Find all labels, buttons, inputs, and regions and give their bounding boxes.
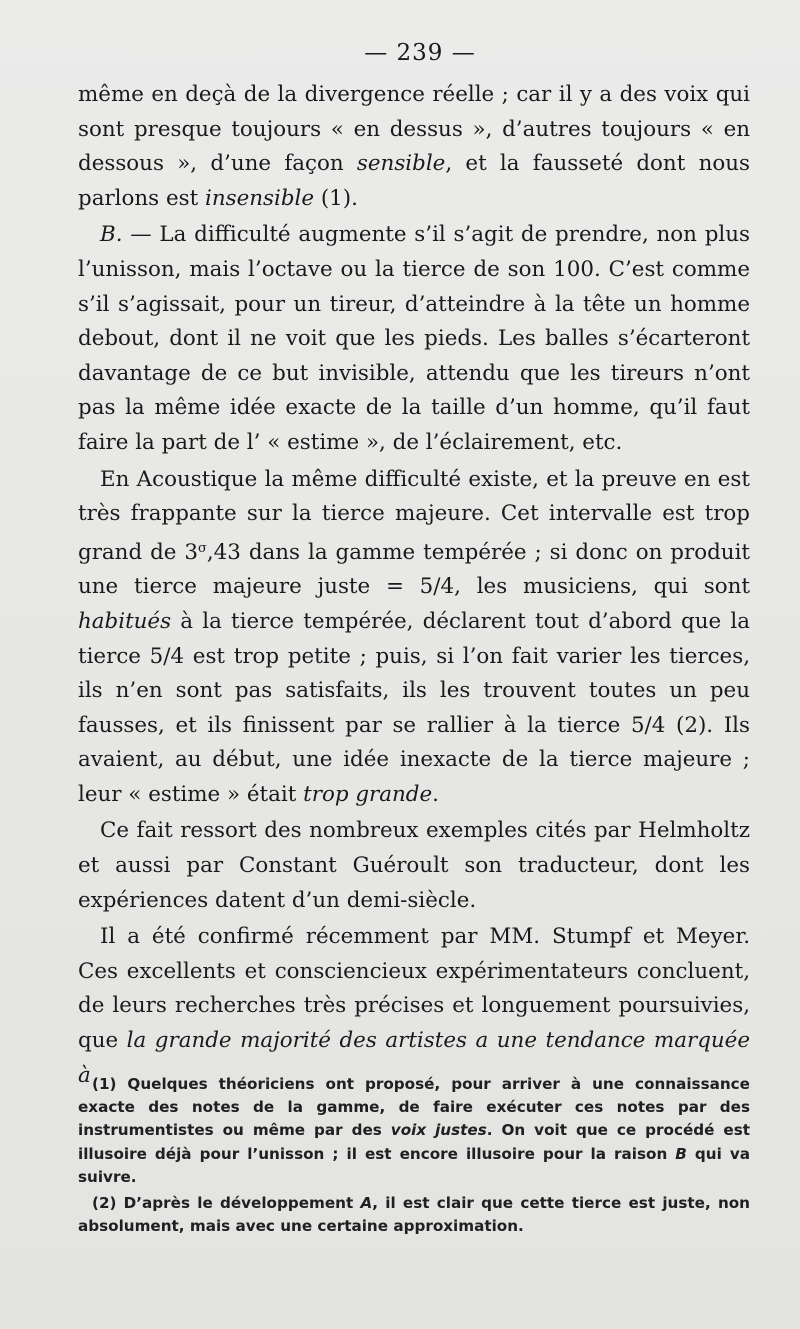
footnote-1-text: (1) Quelques théoriciens ont proposé, pour arriver à une connaissance exacte des notes de la gamme, de faire exécuter ces notes par des instrumentistes ou même par des [78,1075,750,1140]
paragraph-3 [78,463,750,813]
footnote-1-emphasis: voix justes [390,1121,487,1140]
page-number: — 239 — [364,40,476,66]
footnote-2-text: (2) D’après le développement [92,1194,361,1213]
footnote-2-ref-a: A [360,1194,373,1213]
emphasis-trop-grande: trop grande [303,781,433,807]
footnote-ref-1: (1). [314,185,358,211]
paragraph-2-text: — La difficulté augmente s’il s’agit de prendre, non plus l’unisson, mais l’octave ou la tierce de son 100. C’est comme s’il s’agissait, pour un tireur, d’atteindre à la tête un homme debout, dont il ne voit que les pieds. Les balles s’écarteront davantage de ce but invisible, attendu que les tireurs n’ont pas la même idée exacte de la taille d’un homme, qu’il faut faire la part de l’ « estime », de l’éclairement, etc. [78,222,750,455]
paragraph-1-text-2: , et la fausseté dont nous parlons est [78,151,750,211]
paragraph-2 [78,218,750,460]
footnote-1 [78,1073,750,1189]
superscript-sigma: σ [198,540,207,556]
paragraph-3-text: En Acoustique la même difficulté existe, et la preuve en est très frappante sur la tierce majeure. Cet intervalle est trop grand de 3 [78,466,750,565]
paragraph-3-end: . [432,781,439,807]
paragraph-5-text: Il a été confirmé récemment par MM. Stumpf et Meyer. Ces excellents et consciencieux expérimentateurs concluent, de leurs recherches très précises et longuement poursuivies, que [78,924,750,1054]
emphasis-insensible: insensible [204,185,315,211]
paragraph-4: Ce fait ressort des nombreux exemples cités par Helmholtz et aussi par Constant Guéroult son traducteur, dont les expériences datent d’un demi-siècle. [78,818,750,913]
footnote-1-text-2: . On voit que ce procédé est illusoire déjà pour l’unisson ; il est encore illusoire pour la raison [78,1121,750,1163]
body-text [78,78,750,1093]
paragraph-3-text-2: ,43 dans la gamme tempérée ; si donc on produit une tierce majeure juste = 5/4, les musiciens, qui sont [78,539,751,600]
paragraph-1 [78,78,750,216]
footnotes [78,1073,750,1238]
paragraph-5 [78,920,750,1093]
emphasis-habitues: habitués [78,608,172,634]
footnote-2 [78,1192,750,1238]
paragraph-3-text-3: à la tierce tempérée, déclarent tout d’abord que la tierce 5/4 est trop petite ; puis, si l’on fait varier les tierces, ils n’en sont pas satisfaits, ils les trouvent toutes un peu fausses, et ils finissent par se rallier à la tierce 5/4 (2). Ils avaient, au début, une idée inexacte de la tierce majeure ; leur « estime » était [78,608,750,807]
emphasis-sensible: sensible [356,151,446,177]
footnote-1-text-3: qui va suivre. [78,1144,750,1186]
emphasis-conclusion: la grande majorité des artistes a une tendance marquée à [78,1028,750,1088]
footnote-2-text-2: , il est clair que cette tierce est juste, non absolument, mais avec une certaine approximation. [78,1194,750,1236]
paragraph-1-text: même en deçà de la divergence réelle ; car il y a des voix qui sont presque toujours « en dessus », d’autres toujours « en dessous », d’une façon [78,82,750,177]
section-marker-b: B. [100,222,123,248]
footnote-1-ref-b: B [675,1144,687,1163]
